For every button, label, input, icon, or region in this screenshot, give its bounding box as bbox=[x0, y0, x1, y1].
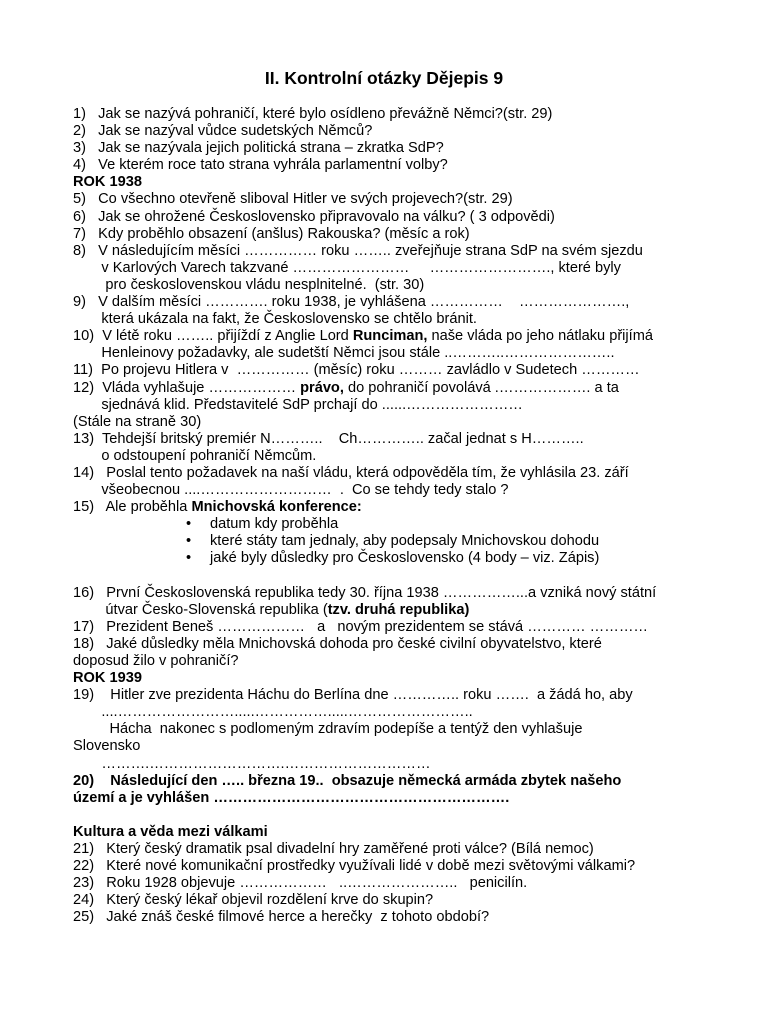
question-2: 2) Jak se nazýval vůdce sudetských Němců? bbox=[73, 123, 373, 140]
question-10-line-2: Henleinovy požadavky, ale sudetští Němci jsou stále ..………..………………….. bbox=[73, 345, 615, 362]
question-1: 1) Jak se nazývá pohraničí, které bylo osídleno převážně Němci?(str. 29) bbox=[73, 106, 553, 122]
page-note: (Stále na straně 30) bbox=[73, 413, 202, 430]
question-12-text: 12) Vláda vyhlašuje ……………… bbox=[73, 379, 301, 396]
bullet-text: jaké byly důsledky pro Československo (4 body – viz. Zápis) bbox=[210, 550, 600, 567]
question-22: 22) Které nové komunikační prostředky využívali lidé v době mezi světovými válkami? bbox=[73, 858, 636, 875]
section-heading-1939: ROK 1939 bbox=[73, 670, 142, 687]
question-15 bbox=[73, 499, 733, 516]
question-12-line-2: sjednává klid. Představitelé SdP prchají do ......…………………… bbox=[73, 396, 523, 413]
page-title: II. Kontrolní otázky Dějepis 9 bbox=[264, 68, 504, 88]
bullet-text: které státy tam jednaly, aby podepsaly Mnichovskou dohodu bbox=[210, 533, 600, 550]
question-20-line-1: 20) Následující den ….. března 19.. obsazuje německá armáda zbytek našeho bbox=[73, 772, 622, 789]
question-9-line-1: 9) V dalším měsíci …………. roku 1938, je vyhlášena …………… …………………., bbox=[73, 294, 630, 311]
question-8-line-3: pro československou vládu nesplnitelné. (str. 30) bbox=[73, 276, 425, 293]
question-13-line-2: o odstoupení pohraničí Němcům. bbox=[73, 447, 317, 464]
bullet-icon: • bbox=[186, 516, 192, 533]
section-heading-1938: ROK 1938 bbox=[73, 174, 142, 191]
question-9-line-2: která ukázala na fakt, že Československo se chtělo bránit. bbox=[73, 311, 477, 328]
question-10-text: 10) V létě roku …….. přijíždí z Anglie Lord bbox=[73, 328, 353, 345]
spacer bbox=[73, 807, 733, 824]
question-14-line-1: 14) Poslal tento požadavek na naší vládu, která odpověděla tím, že vyhlásila 23. září bbox=[73, 464, 629, 481]
question-12-line-1 bbox=[73, 380, 733, 397]
question-17: 17) Prezident Beneš ……………… a novým prezidentem se stává ………… ………… bbox=[73, 618, 649, 635]
section-heading-culture: Kultura a věda mezi válkami bbox=[73, 823, 268, 840]
bullet-icon: • bbox=[186, 550, 192, 567]
question-20-line-2: území a je vyhlášen ……………………………………………………. bbox=[73, 789, 510, 806]
question-5: 5) Co všechno otevřeně sliboval Hitler ve svých projevech?(str. 29) bbox=[73, 191, 513, 208]
question-12-text-end: do pohraničí povolává .………………. a ta bbox=[343, 379, 619, 396]
question-10-text-end: naše vláda po jeho nátlaku přijímá bbox=[427, 328, 653, 345]
spacer bbox=[73, 568, 733, 585]
question-4: 4) Ve kterém roce tato strana vyhrála parlamentní volby? bbox=[73, 157, 448, 174]
question-25: 25) Jaké znáš české filmové herce a herečky z tohoto období? bbox=[73, 909, 490, 926]
question-8-line-1: 8) V následujícím měsíci …………… roku …….. zveřejňuje strana SdP na svém sjezdu bbox=[73, 242, 643, 259]
question-6: 6) Jak se ohrožené Československo připravovalo na válku? ( 3 odpovědi) bbox=[73, 208, 555, 225]
question-23: 23) Roku 1928 objevuje ……………… ..………………….. penicilín. bbox=[73, 875, 528, 892]
question-18-line-2: doposud žilo v pohraničí? bbox=[73, 653, 239, 669]
question-21: 21) Který český dramatik psal divadelní hry zaměřené proti válce? (Bílá nemoc) bbox=[73, 841, 594, 858]
question-3: 3) Jak se nazývala jejich politická strana – zkratka SdP? bbox=[73, 140, 444, 157]
question-10-line-1 bbox=[73, 328, 733, 345]
question-15-text: 15) Ale proběhla bbox=[73, 499, 192, 516]
question-14-line-2: všeobecnou ....……………………… . Co se tehdy tedy stalo ? bbox=[73, 482, 509, 499]
question-16-bold: tzv. druhá republika) bbox=[327, 601, 470, 618]
question-19-line-1: 19) Hitler zve prezidenta Háchu do Berlína dne ………….. roku ……. a žádá ho, aby bbox=[73, 687, 633, 704]
question-18-line-1: 18) Jaké důsledky měla Mnichovská dohoda pro české civilní obyvatelstvo, které bbox=[73, 635, 602, 652]
bullet-icon: • bbox=[186, 533, 192, 550]
question-10-bold: Runciman, bbox=[352, 328, 428, 345]
question-16-line-2 bbox=[73, 602, 733, 619]
question-24: 24) Který český lékař objevil rozdělení krve do skupin? bbox=[73, 892, 434, 909]
question-19-line-2: ....…………………….....…………….....…………………….. bbox=[73, 704, 473, 721]
question-12-bold: právo, bbox=[300, 379, 344, 396]
question-11: 11) Po projevu Hitlera v …………… (měsíc) roku ……… zavládlo v Sudetech ………… bbox=[73, 362, 640, 379]
question-15-bold: Mnichovská konference: bbox=[191, 499, 362, 516]
question-list bbox=[73, 106, 733, 927]
bullet-item bbox=[73, 533, 733, 550]
question-19-line-3: Hácha nakonec s podlomeným zdravím podepíše a tentýž den vyhlašuje bbox=[73, 721, 583, 738]
bullet-text: datum kdy proběhla bbox=[210, 516, 339, 533]
question-16-text: útvar Česko-Slovenská republika ( bbox=[73, 601, 328, 618]
question-19-line-4: Slovensko bbox=[73, 738, 141, 755]
bullet-item bbox=[73, 550, 733, 567]
bullet-item bbox=[73, 516, 733, 533]
question-7: 7) Kdy proběhlo obsazení (anšlus) Rakouska? (měsíc a rok) bbox=[73, 225, 470, 242]
question-16-line-1: 16) První Československá republika tedy 30. října 1938 ……………...a vzniká nový státní bbox=[73, 584, 657, 601]
question-8-line-2: v Karlových Varech takzvané …………………… ……………………., které byly bbox=[73, 259, 621, 276]
question-13-line-1: 13) Tehdejší britský premiér N……….. Ch………….. začal jednat s H……….. bbox=[73, 430, 584, 447]
question-19-line-5: ……….……………………….………………………… bbox=[73, 755, 431, 772]
